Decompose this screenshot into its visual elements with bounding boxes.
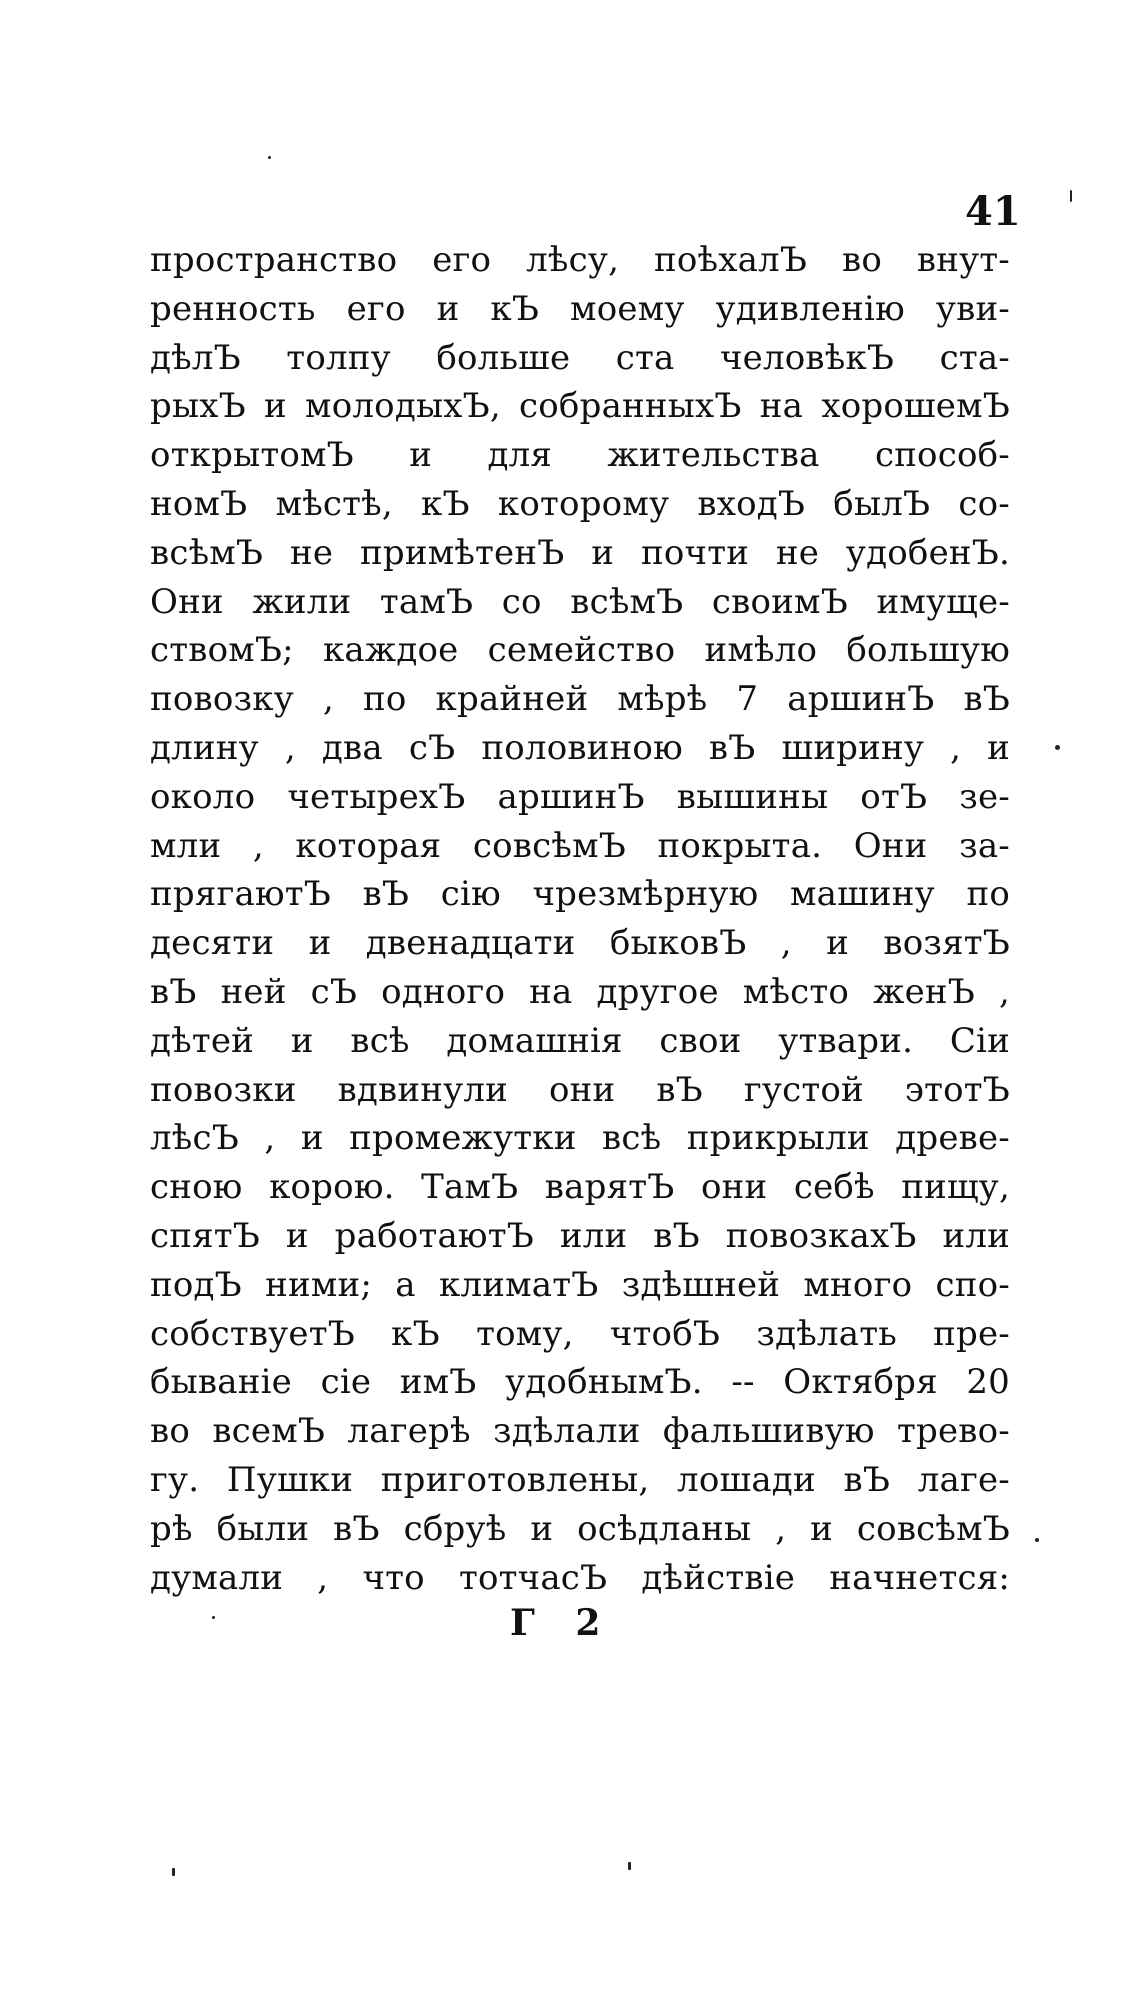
text-line: повозки вдвинули они вЪ густой этотЪ [150,1069,1010,1110]
text-line: собствуетЪ кЪ тому, чтобЪ здѣлать пре- [150,1313,1010,1354]
text-line: пространство его лѣсу, поѣхалЪ во внут- [150,240,1010,280]
text-line: думали , что тотчасЪ дѣйствіе начнется: [150,1557,1010,1598]
text-line: повозку , по крайней мѣрѣ 7 аршинЪ вЪ [150,679,1010,720]
text-line: бываніе сіе имЪ удобнымЪ. -- Октября 20 [150,1362,1010,1403]
scan-speck [1055,745,1060,750]
text-line: лѣсЪ , и промежутки всѣ прикрыли древе- [150,1118,1010,1159]
scan-speck [1035,1538,1039,1542]
signature-mark: Г 2 [510,1602,615,1644]
text-line: сною корою. ТамЪ варятЪ они себѣ пищу, [150,1167,1010,1208]
text-line: открытомЪ и для жительства способ- [150,435,1010,476]
scan-speck [268,156,271,159]
text-line: рыхЪ и молодыхЪ, собранныхЪ на хорошемЪ [150,386,1010,427]
text-line: гу. Пушки приготовлены, лошади вЪ лаге- [150,1459,1010,1500]
text-line: вЪ ней сЪ одного на другое мѣсто женЪ , [150,971,1010,1012]
text-line: номЪ мѣстѣ, кЪ которому входЪ былЪ со- [150,483,1010,524]
text-line: Они жили тамЪ со всѣмЪ своимЪ имуще- [150,581,1010,622]
text-line: длину , два сЪ половиною вЪ ширину , и [150,727,1010,768]
text-line: около четырехЪ аршинЪ вышины отЪ зе- [150,776,1010,817]
text-line: мли , которая совсѣмЪ покрыта. Они за- [150,825,1010,866]
text-line: ренность его и кЪ моему удивленію уви- [150,288,1010,329]
text-line: ствомЪ; каждое семейство имѣло большую [150,630,1010,671]
scan-speck [628,1862,631,1870]
text-line: спятЪ и работаютЪ или вЪ повозкахЪ или [150,1215,1010,1256]
text-line: подЪ ними; а климатЪ здѣшней много спо- [150,1264,1010,1305]
text-line: рѣ были вЪ сбруѣ и осѣдланы , и совсѣмЪ [150,1508,1010,1549]
text-line: десяти и двенадцати быковЪ , и возятЪ [150,923,1010,964]
scan-speck [212,1616,215,1619]
text-line: во всемЪ лагерѣ здѣлали фальшивую трево- [150,1411,1010,1452]
scan-speck [172,1868,175,1876]
text-line: дѣтей и всѣ домашнія свои утвари. Сіи [150,1020,1010,1061]
text-line: дѣлЪ толпу больше ста человѣкЪ ста- [150,337,1010,378]
text-line: всѣмЪ не примѣтенЪ и почти не удобенЪ. [150,532,1010,573]
body-text [150,236,1010,1602]
scan-speck [1070,190,1072,202]
text-line: прягаютЪ вЪ сію чрезмѣрную машину по [150,874,1010,915]
page-number: 41 [965,188,1021,235]
